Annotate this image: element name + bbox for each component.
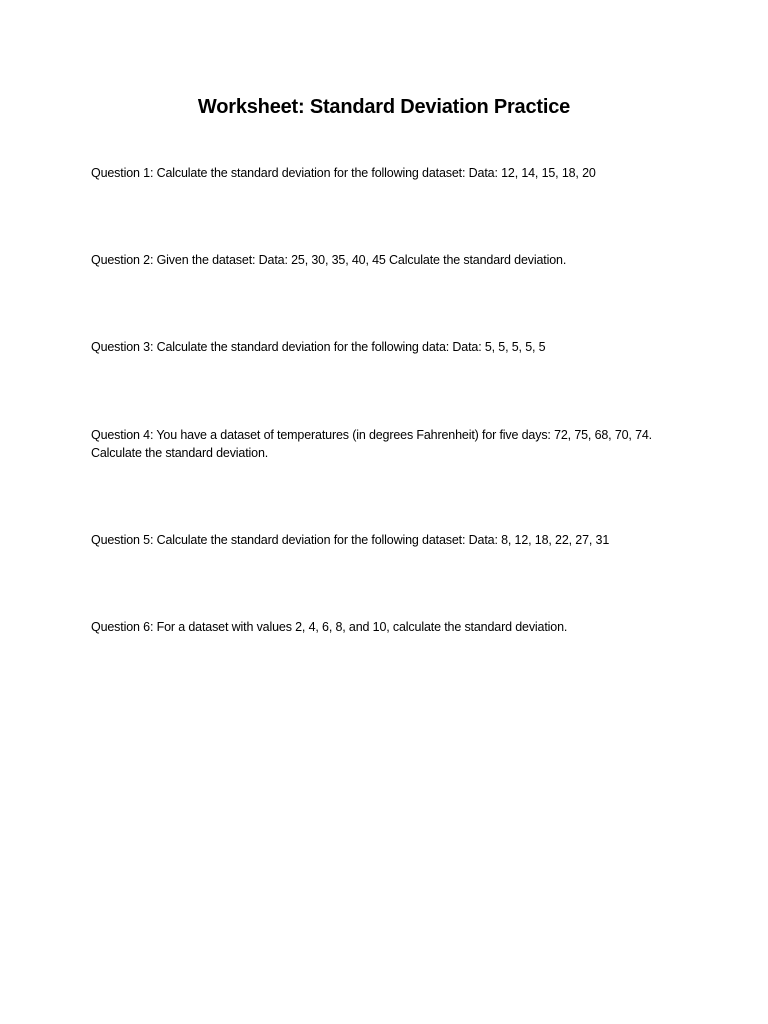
- worksheet-title: Worksheet: Standard Deviation Practice: [197, 96, 571, 118]
- question-4: Question 4: You have a dataset of temperatures (in degrees Fahrenheit) for five days: 72, 75, 68, 70, 74. Calculate the standard deviation.: [91, 428, 653, 460]
- question-6: Question 6: For a dataset with values 2, 4, 6, 8, and 10, calculate the standard deviation.: [91, 620, 568, 634]
- question-2: Question 2: Given the dataset: Data: 25, 30, 35, 40, 45 Calculate the standard deviation.: [91, 253, 567, 267]
- question-3: Question 3: Calculate the standard deviation for the following data: Data: 5, 5, 5, 5, 5: [91, 340, 546, 354]
- question-5: Question 5: Calculate the standard deviation for the following dataset: Data: 8, 12, 18, 22, 27, 31: [91, 533, 610, 547]
- question-1: Question 1: Calculate the standard deviation for the following dataset: Data: 12, 14, 15, 18, 20: [91, 166, 596, 180]
